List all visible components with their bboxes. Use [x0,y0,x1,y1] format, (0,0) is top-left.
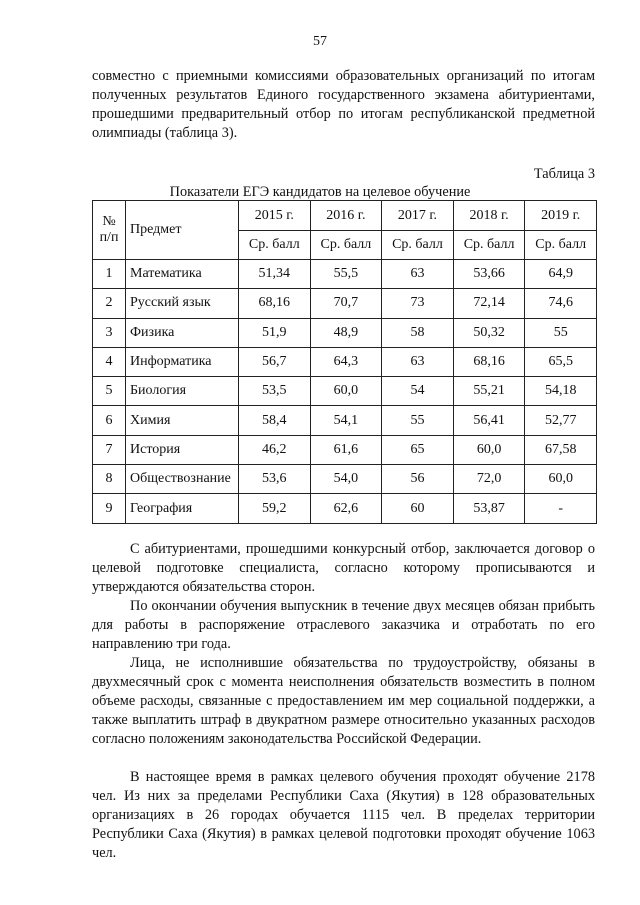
row-subject: Биология [126,377,239,406]
row-number: 5 [93,377,126,406]
row-subject: Обществознание [126,465,239,494]
score-cell: 52,77 [525,406,597,435]
row-number: 2 [93,289,126,318]
table-row [93,289,597,318]
row-number: 3 [93,318,126,347]
table-row [93,406,597,435]
score-cell: 63 [382,347,454,376]
body-paragraph: Лица, не исполнившие обязательства по трудоустройству, обязаны в двухмесячный срок с момента неисполнения обязательств возместить в полном объеме расходы, связанные с предоставлением им мер социальной поддержки, а также выплатить штраф в двукратном размере относительно указанных расходов согласно положениям законодательства Российской Федерации. [92,655,595,747]
score-cell: 64,9 [525,260,597,289]
row-number: 6 [93,406,126,435]
score-cell: 55,21 [453,377,525,406]
header-avg-score: Ср. балл [310,231,382,260]
header-subject: Предмет [126,201,239,260]
row-subject: История [126,435,239,464]
row-subject: Информатика [126,347,239,376]
score-cell: 73 [382,289,454,318]
row-number: 7 [93,435,126,464]
score-cell: 54,18 [525,377,597,406]
score-cell: 56,41 [453,406,525,435]
score-cell: 56,7 [239,347,311,376]
row-subject: География [126,494,239,523]
header-year: 2015 г. [239,201,311,231]
table-body [93,260,597,524]
row-subject: Физика [126,318,239,347]
score-cell: 55 [382,406,454,435]
table-row [93,260,597,289]
score-cell: 70,7 [310,289,382,318]
page-number: 57 [313,34,327,49]
row-subject: Русский язык [126,289,239,318]
row-subject: Химия [126,406,239,435]
score-cell: 59,2 [239,494,311,523]
score-cell: 54,1 [310,406,382,435]
body-paragraph: С абитуриентами, прошедшими конкурсный отбор, заключается договор о целевой подготовке специалиста, согласно которому прописываются и утверждаются обязательства сторон. [92,541,595,595]
score-cell: 55 [525,318,597,347]
score-cell: 55,5 [310,260,382,289]
intro-paragraph: совместно с приемными комиссиями образовательных организаций по итогам полученных результатов Единого государственного экзамена абитуриентами, прошедшими предварительный отбор по итогам республиканской предметной олимпиады (таблица 3). [92,68,595,141]
score-cell: 53,66 [453,260,525,289]
header-avg-score: Ср. балл [382,231,454,260]
score-cell: 53,6 [239,465,311,494]
score-cell: 53,5 [239,377,311,406]
score-cell: 62,6 [310,494,382,523]
score-cell: 63 [382,260,454,289]
header-year: 2016 г. [310,201,382,231]
body-paragraph: В настоящее время в рамках целевого обучения проходят обучение 2178 чел. Из них за пределами Республики Саха (Якутия) в 128 образовательных организациях в 26 городах обучается 1115 чел. В пределах территории Республики Саха (Якутия) в рамках целевой подготовки проходят обучение 1063 чел. [92,769,595,861]
score-cell: 60,0 [525,465,597,494]
row-number: 9 [93,494,126,523]
score-cell: 48,9 [310,318,382,347]
table-caption: Таблица 3 [533,166,595,182]
score-cell: 65 [382,435,454,464]
score-cell: 60,0 [453,435,525,464]
score-cell: 72,14 [453,289,525,318]
score-cell: 58,4 [239,406,311,435]
score-cell: 60,0 [310,377,382,406]
table-row [93,377,597,406]
score-cell: 74,6 [525,289,597,318]
score-cell: 54 [382,377,454,406]
score-cell: 67,58 [525,435,597,464]
score-cell: 68,16 [453,347,525,376]
table-row [93,318,597,347]
table-row [93,435,597,464]
scores-table [92,200,597,524]
body-paragraph: По окончании обучения выпускник в течение двух месяцев обязан прибыть для работы в распоряжение отраслевого заказчика и отработать по его направлению три года. [92,598,595,652]
row-number: 8 [93,465,126,494]
table-row [93,347,597,376]
score-cell: 72,0 [453,465,525,494]
row-subject: Математика [126,260,239,289]
score-cell: 64,3 [310,347,382,376]
score-cell: 51,34 [239,260,311,289]
score-cell: 53,87 [453,494,525,523]
row-number: 4 [93,347,126,376]
header-avg-score: Ср. балл [453,231,525,260]
score-cell: 56 [382,465,454,494]
score-cell: 50,32 [453,318,525,347]
score-cell: 54,0 [310,465,382,494]
header-year: 2017 г. [382,201,454,231]
table-title: Показатели ЕГЭ кандидатов на целевое обучение [169,184,471,200]
row-number: 1 [93,260,126,289]
score-cell: 61,6 [310,435,382,464]
score-cell: 68,16 [239,289,311,318]
score-cell: - [525,494,597,523]
table-header-row [93,201,597,231]
score-cell: 60 [382,494,454,523]
header-num: № п/п [93,201,126,260]
header-year: 2018 г. [453,201,525,231]
score-cell: 51,9 [239,318,311,347]
score-cell: 46,2 [239,435,311,464]
table-row [93,494,597,523]
table-row [93,465,597,494]
header-year: 2019 г. [525,201,597,231]
score-cell: 58 [382,318,454,347]
score-cell: 65,5 [525,347,597,376]
header-avg-score: Ср. балл [239,231,311,260]
header-avg-score: Ср. балл [525,231,597,260]
